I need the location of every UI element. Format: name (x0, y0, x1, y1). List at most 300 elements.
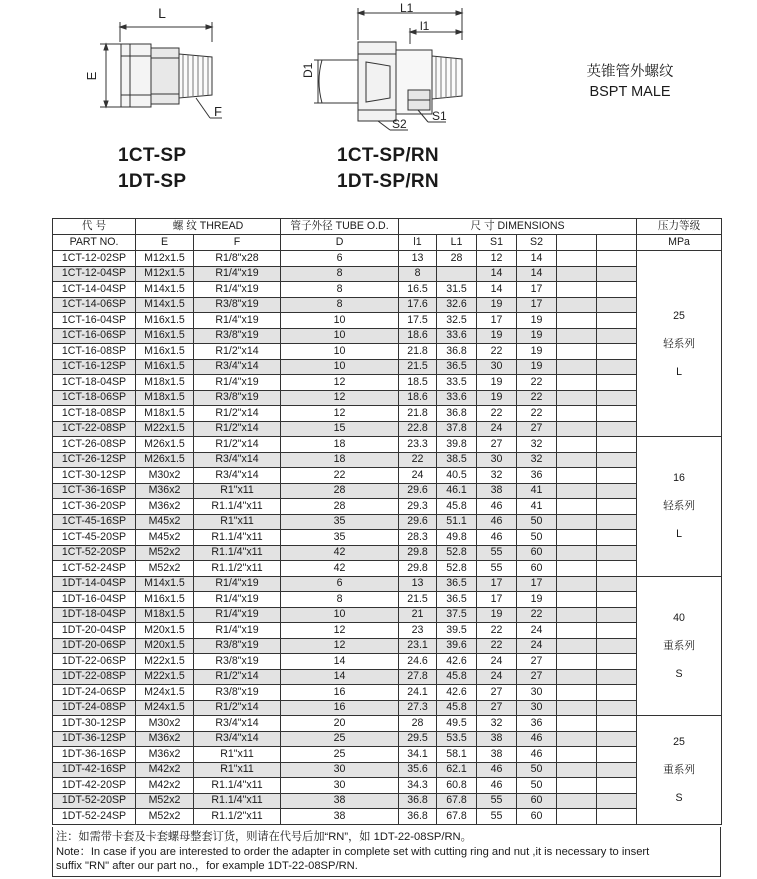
cell-d: 35 (281, 530, 399, 546)
cell-l1: 18.5 (399, 375, 437, 391)
cell-empty (557, 762, 597, 778)
cell-s1: 22 (477, 406, 517, 422)
cell-empty (557, 282, 597, 298)
cell-s2: 36 (517, 468, 557, 484)
cell-empty (557, 747, 597, 763)
cell-empty (557, 576, 597, 592)
cell-f: R3/8"x19 (194, 297, 281, 313)
thread-standard-en: BSPT MALE (589, 84, 671, 100)
cell-d: 10 (281, 313, 399, 329)
cell-L1: 33.5 (437, 375, 477, 391)
cell-l1: 21.8 (399, 406, 437, 422)
cell-empty (557, 731, 597, 747)
cell-d: 30 (281, 778, 399, 794)
cell-empty (557, 297, 597, 313)
cell-l1: 29.8 (399, 561, 437, 577)
cell-l1: 23 (399, 623, 437, 639)
cell-s1: 14 (477, 266, 517, 282)
cell-L1: 40.5 (437, 468, 477, 484)
cell-L1: 36.8 (437, 406, 477, 422)
cell-s1: 46 (477, 514, 517, 530)
cell-empty (557, 623, 597, 639)
cell-empty (557, 266, 597, 282)
table-row (53, 452, 722, 468)
cell-s1: 32 (477, 468, 517, 484)
table-row (53, 282, 722, 298)
cell-s2: 22 (517, 406, 557, 422)
cell-e: M30x2 (136, 468, 194, 484)
cell-empty (557, 530, 597, 546)
cell-empty (557, 638, 597, 654)
cell-s1: 17 (477, 313, 517, 329)
table-row (53, 483, 722, 499)
cell-e: M52x2 (136, 545, 194, 561)
cell-s1: 27 (477, 685, 517, 701)
cell-l1: 27.8 (399, 669, 437, 685)
cell-e: M16x1.5 (136, 328, 194, 344)
cell-s2: 17 (517, 297, 557, 313)
header-e: E (136, 235, 194, 251)
cell-l1: 23.1 (399, 638, 437, 654)
cell-L1: 51.1 (437, 514, 477, 530)
cell-part: 1DT-16-04SP (53, 592, 136, 608)
pressure-code: S (675, 667, 683, 680)
cell-s1: 19 (477, 390, 517, 406)
table-row (53, 669, 722, 685)
cell-part: 1DT-20-06SP (53, 638, 136, 654)
cell-f: R1/2"x14 (194, 406, 281, 422)
cell-part: 1CT-26-08SP (53, 437, 136, 453)
cell-s2: 14 (517, 266, 557, 282)
cell-part: 1CT-52-24SP (53, 561, 136, 577)
cell-d: 16 (281, 700, 399, 716)
model-name-1dt-sp-rn: 1DT-SP/RN (337, 171, 439, 192)
cell-empty (597, 468, 637, 484)
cell-s1: 38 (477, 483, 517, 499)
cell-empty (597, 654, 637, 670)
cell-f: R3/4"x14 (194, 359, 281, 375)
cell-s1: 14 (477, 282, 517, 298)
cell-L1: 60.8 (437, 778, 477, 794)
cell-l1: 36.8 (399, 809, 437, 825)
cell-part: 1CT-30-12SP (53, 468, 136, 484)
cell-d: 12 (281, 623, 399, 639)
cell-d: 38 (281, 793, 399, 809)
cell-empty (597, 793, 637, 809)
cell-e: M16x1.5 (136, 313, 194, 329)
cell-l1: 21.5 (399, 592, 437, 608)
cell-l1: 29.3 (399, 499, 437, 515)
cell-empty (557, 793, 597, 809)
label-S2: S2 (392, 117, 407, 131)
cell-l1: 29.6 (399, 483, 437, 499)
cell-part: 1DT-20-04SP (53, 623, 136, 639)
cell-s1: 17 (477, 576, 517, 592)
cell-d: 28 (281, 483, 399, 499)
spec-table-body (53, 251, 722, 825)
cell-l1: 24 (399, 468, 437, 484)
cell-L1: 67.8 (437, 809, 477, 825)
dim-L-label: L (158, 5, 166, 21)
table-row (53, 499, 722, 515)
cell-part: 1DT-22-08SP (53, 669, 136, 685)
cell-l1: 8 (399, 266, 437, 282)
cell-empty (597, 669, 637, 685)
cell-empty (597, 716, 637, 732)
cell-part: 1CT-12-04SP (53, 266, 136, 282)
cell-l1: 22.8 (399, 421, 437, 437)
cell-empty (597, 545, 637, 561)
cell-s2: 50 (517, 762, 557, 778)
cell-s2: 24 (517, 638, 557, 654)
cell-e: M45x2 (136, 530, 194, 546)
cell-part: 1CT-18-04SP (53, 375, 136, 391)
cell-s1: 12 (477, 251, 517, 267)
table-row (53, 390, 722, 406)
cell-part: 1CT-52-20SP (53, 545, 136, 561)
cell-empty (557, 483, 597, 499)
cell-L1: 36.5 (437, 576, 477, 592)
header-f: F (194, 235, 281, 251)
cell-empty (597, 282, 637, 298)
cell-L1: 36.5 (437, 359, 477, 375)
table-row (53, 514, 722, 530)
cell-part: 1DT-42-16SP (53, 762, 136, 778)
cell-f: R3/4"x14 (194, 452, 281, 468)
cell-f: R1/4"x19 (194, 623, 281, 639)
cell-s1: 19 (477, 375, 517, 391)
cell-s1: 22 (477, 638, 517, 654)
cell-empty (597, 623, 637, 639)
table-row (53, 778, 722, 794)
cell-e: M20x1.5 (136, 623, 194, 639)
cell-L1: 32.5 (437, 313, 477, 329)
cell-l1: 16.5 (399, 282, 437, 298)
cell-e: M36x2 (136, 731, 194, 747)
cell-s1: 55 (477, 545, 517, 561)
table-row (53, 468, 722, 484)
cell-s1: 38 (477, 731, 517, 747)
header-part-no: PART NO. (53, 235, 136, 251)
cell-L1: 39.5 (437, 623, 477, 639)
cell-empty (557, 654, 597, 670)
cell-e: M18x1.5 (136, 390, 194, 406)
cell-L1: 49.5 (437, 716, 477, 732)
table-row (53, 654, 722, 670)
cell-s2: 24 (517, 623, 557, 639)
cell-e: M18x1.5 (136, 406, 194, 422)
cell-L1: 39.6 (437, 638, 477, 654)
cell-f: R1/2"x14 (194, 421, 281, 437)
cell-e: M22x1.5 (136, 669, 194, 685)
label-S1: S1 (432, 109, 447, 123)
cell-empty (557, 778, 597, 794)
cell-L1: 58.1 (437, 747, 477, 763)
cell-empty (597, 251, 637, 267)
cell-d: 42 (281, 561, 399, 577)
cell-empty (597, 266, 637, 282)
cell-d: 25 (281, 731, 399, 747)
cell-e: M16x1.5 (136, 359, 194, 375)
cell-L1: 33.6 (437, 390, 477, 406)
table-row (53, 747, 722, 763)
table-row (53, 685, 722, 701)
cell-L1: 38.5 (437, 452, 477, 468)
cell-l1: 29.8 (399, 545, 437, 561)
cell-l1: 24.6 (399, 654, 437, 670)
header-s1: S1 (477, 235, 517, 251)
cell-L1: 45.8 (437, 669, 477, 685)
cell-empty (597, 700, 637, 716)
cell-l1: 28.3 (399, 530, 437, 546)
cell-empty (597, 607, 637, 623)
cell-d: 12 (281, 406, 399, 422)
cell-empty (557, 251, 597, 267)
cell-empty (557, 716, 597, 732)
cell-empty (597, 514, 637, 530)
cell-s2: 14 (517, 251, 557, 267)
cell-f: R1.1/4"x11 (194, 499, 281, 515)
cell-f: R3/4"x14 (194, 468, 281, 484)
cell-empty (597, 406, 637, 422)
cell-l1: 13 (399, 576, 437, 592)
cell-e: M14x1.5 (136, 576, 194, 592)
cell-L1: 42.6 (437, 685, 477, 701)
cell-s2: 41 (517, 483, 557, 499)
cell-empty (557, 468, 597, 484)
table-row (53, 623, 722, 639)
cell-e: M42x2 (136, 778, 194, 794)
pressure-code: L (676, 365, 682, 378)
model-name-1dt-sp: 1DT-SP (118, 171, 187, 192)
cell-s2: 30 (517, 700, 557, 716)
pressure-mpa: 25 (673, 309, 685, 322)
cell-s2: 19 (517, 328, 557, 344)
cell-empty (597, 561, 637, 577)
cell-empty (557, 561, 597, 577)
cell-s1: 19 (477, 328, 517, 344)
cell-e: M36x2 (136, 747, 194, 763)
cell-f: R1.1/2"x11 (194, 561, 281, 577)
cell-empty (597, 452, 637, 468)
cell-L1: 37.5 (437, 607, 477, 623)
cell-empty (597, 359, 637, 375)
cell-part: 1CT-14-06SP (53, 297, 136, 313)
cell-e: M14x1.5 (136, 282, 194, 298)
cell-part: 1CT-18-08SP (53, 406, 136, 422)
cell-s2: 50 (517, 530, 557, 546)
cell-L1: 28 (437, 251, 477, 267)
header-thread: 螺 纹 THREAD (136, 219, 281, 235)
cell-empty (557, 452, 597, 468)
table-row (53, 313, 722, 329)
cell-s2: 22 (517, 375, 557, 391)
cell-l1: 23.3 (399, 437, 437, 453)
cell-f: R3/8"x19 (194, 638, 281, 654)
cell-s1: 32 (477, 716, 517, 732)
cell-empty (557, 328, 597, 344)
cell-f: R1/4"x19 (194, 576, 281, 592)
pressure-group (637, 576, 722, 716)
cell-l1: 21.5 (399, 359, 437, 375)
cell-s2: 19 (517, 344, 557, 360)
cell-empty (557, 669, 597, 685)
cell-s2: 60 (517, 793, 557, 809)
cell-s1: 38 (477, 747, 517, 763)
table-row (53, 437, 722, 453)
cell-e: M18x1.5 (136, 375, 194, 391)
cell-d: 8 (281, 266, 399, 282)
cell-e: M26x1.5 (136, 452, 194, 468)
table-row (53, 561, 722, 577)
thread-standard-cn: 英锥管外螺纹 (586, 64, 674, 80)
cell-e: M42x2 (136, 762, 194, 778)
order-note (52, 827, 721, 877)
cell-part: 1CT-16-06SP (53, 328, 136, 344)
table-row (53, 530, 722, 546)
table-row (53, 576, 722, 592)
cell-empty (557, 437, 597, 453)
cell-s2: 32 (517, 452, 557, 468)
cell-L1: 39.8 (437, 437, 477, 453)
cell-s1: 22 (477, 623, 517, 639)
cell-empty (557, 514, 597, 530)
cell-e: M18x1.5 (136, 607, 194, 623)
dim-D1-label: D1 (301, 62, 315, 78)
cell-f: R1/4"x19 (194, 313, 281, 329)
cell-part: 1CT-45-20SP (53, 530, 136, 546)
cell-f: R3/8"x19 (194, 328, 281, 344)
cell-s1: 22 (477, 344, 517, 360)
cell-empty (597, 421, 637, 437)
cell-e: M30x2 (136, 716, 194, 732)
table-row (53, 638, 722, 654)
cell-f: R3/8"x19 (194, 654, 281, 670)
model-name-1ct-sp-rn: 1CT-SP/RN (337, 145, 439, 166)
pressure-mpa: 40 (673, 611, 685, 624)
table-row (53, 421, 722, 437)
cell-s1: 30 (477, 359, 517, 375)
cell-empty (557, 406, 597, 422)
table-row (53, 359, 722, 375)
cell-empty (557, 809, 597, 825)
cell-empty (597, 731, 637, 747)
cell-d: 12 (281, 390, 399, 406)
table-row (53, 297, 722, 313)
cell-l1: 22 (399, 452, 437, 468)
cell-f: R1.1/4"x11 (194, 793, 281, 809)
cell-empty (557, 685, 597, 701)
table-row (53, 809, 722, 825)
cell-part: 1DT-42-20SP (53, 778, 136, 794)
cell-s2: 32 (517, 437, 557, 453)
cell-part: 1DT-18-04SP (53, 607, 136, 623)
cell-s2: 27 (517, 669, 557, 685)
cell-empty (597, 530, 637, 546)
cell-f: R3/8"x19 (194, 685, 281, 701)
cell-s1: 27 (477, 700, 517, 716)
cell-f: R1/4"x19 (194, 282, 281, 298)
cell-part: 1DT-36-12SP (53, 731, 136, 747)
cell-s1: 27 (477, 437, 517, 453)
cell-e: M36x2 (136, 499, 194, 515)
cell-d: 14 (281, 669, 399, 685)
cell-s2: 22 (517, 607, 557, 623)
cell-d: 20 (281, 716, 399, 732)
cell-s1: 46 (477, 778, 517, 794)
header-d: D (281, 235, 399, 251)
cell-f: R1/2"x14 (194, 669, 281, 685)
cell-e: M24x1.5 (136, 700, 194, 716)
cell-s1: 19 (477, 607, 517, 623)
pressure-mpa: 25 (673, 735, 685, 748)
cell-d: 15 (281, 421, 399, 437)
cell-s1: 24 (477, 421, 517, 437)
cell-L1: 32.6 (437, 297, 477, 313)
cell-part: 1CT-18-06SP (53, 390, 136, 406)
header-row-1 (53, 219, 722, 235)
cell-part: 1CT-14-04SP (53, 282, 136, 298)
cell-d: 18 (281, 437, 399, 453)
cell-l1: 27.3 (399, 700, 437, 716)
cell-empty (597, 328, 637, 344)
header-s2: S2 (517, 235, 557, 251)
cell-e: M12x1.5 (136, 266, 194, 282)
cell-part: 1DT-24-08SP (53, 700, 136, 716)
cell-empty (557, 545, 597, 561)
model-name-1ct-sp: 1CT-SP (118, 145, 187, 166)
cell-L1: 42.6 (437, 654, 477, 670)
cell-l1: 21 (399, 607, 437, 623)
cell-d: 28 (281, 499, 399, 515)
cell-f: R1/2"x14 (194, 437, 281, 453)
cell-empty (557, 390, 597, 406)
cell-e: M16x1.5 (136, 344, 194, 360)
cell-l1: 24.1 (399, 685, 437, 701)
fitting-sp-drawing (100, 22, 222, 118)
cell-empty (557, 592, 597, 608)
cell-empty (597, 313, 637, 329)
cell-empty (597, 499, 637, 515)
cell-part: 1CT-16-12SP (53, 359, 136, 375)
cell-L1: 37.8 (437, 421, 477, 437)
cell-s1: 55 (477, 561, 517, 577)
cell-s1: 24 (477, 654, 517, 670)
table-row (53, 592, 722, 608)
cell-f: R1/8"x28 (194, 251, 281, 267)
table-row (53, 266, 722, 282)
cell-l1: 34.3 (399, 778, 437, 794)
note-en-line-2: suffix "RN" after our part no.，for example 1DT-22-08SP/RN. (56, 860, 358, 872)
cell-L1: 31.5 (437, 282, 477, 298)
cell-e: M22x1.5 (136, 421, 194, 437)
header-code: 代 号 (53, 219, 136, 235)
cell-empty (597, 685, 637, 701)
cell-l1: 28 (399, 716, 437, 732)
cell-empty (597, 762, 637, 778)
cell-empty (597, 297, 637, 313)
cell-empty (597, 592, 637, 608)
cell-L1: 36.5 (437, 592, 477, 608)
cell-f: R1/4"x19 (194, 607, 281, 623)
thread-standard (560, 62, 700, 102)
cell-d: 14 (281, 654, 399, 670)
cell-e: M22x1.5 (136, 654, 194, 670)
dim-E-label: E (84, 71, 99, 81)
cell-part: 1CT-22-08SP (53, 421, 136, 437)
cell-L1: 62.1 (437, 762, 477, 778)
cell-s2: 30 (517, 685, 557, 701)
